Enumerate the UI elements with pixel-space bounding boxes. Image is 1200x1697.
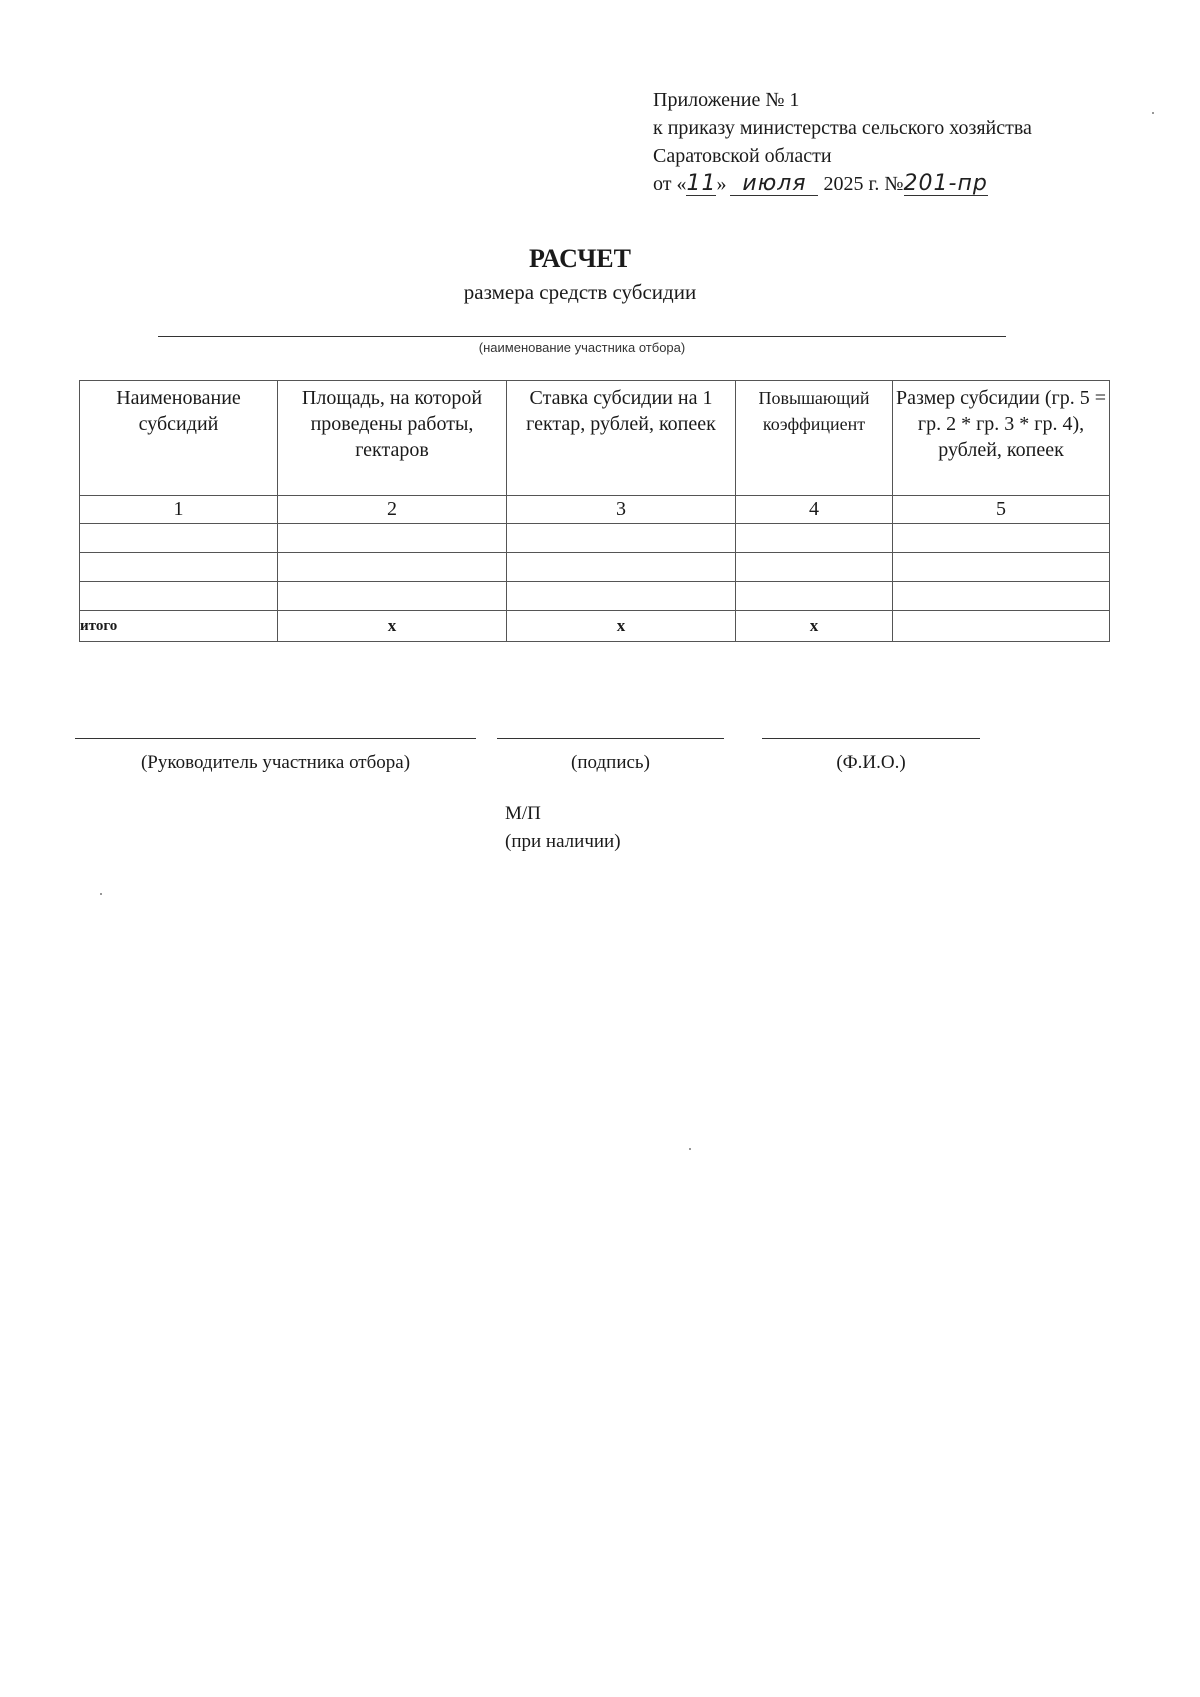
full-name-line	[762, 738, 980, 739]
appendix-date-line	[653, 170, 1032, 198]
appendix-header	[653, 86, 1032, 198]
table-cell	[278, 582, 507, 611]
appendix-number: Приложение № 1	[653, 89, 800, 111]
scan-speck	[1152, 112, 1154, 114]
table-cell	[507, 582, 736, 611]
column-number: 4	[736, 496, 893, 524]
document-title: РАСЧЕТ	[529, 244, 631, 273]
total-label: итого	[80, 611, 278, 642]
table-row-empty	[80, 553, 1110, 582]
scan-speck	[689, 1148, 691, 1150]
table-cell	[893, 553, 1110, 582]
table-header-row	[80, 381, 1110, 496]
column-number: 5	[893, 496, 1110, 524]
total-cell: x	[507, 611, 736, 642]
handwritten-order-number: 201-пр	[903, 171, 988, 196]
date-year: 2025 г. №	[823, 173, 904, 195]
header-rate: Ставка субсидии на 1 гектар, рублей, копеек	[507, 381, 736, 496]
stamp-label: М/П	[505, 803, 541, 824]
head-signature-line	[75, 738, 476, 739]
header-coefficient: Повышающий коэффициент	[736, 381, 893, 496]
appendix-region: Саратовской области	[653, 145, 832, 167]
table-cell	[893, 582, 1110, 611]
table-cell	[278, 553, 507, 582]
document-subtitle: размера средств субсидии	[463, 280, 697, 304]
table-cell	[893, 524, 1110, 553]
subsidy-calculation-table	[79, 380, 1110, 642]
signature-line	[497, 738, 724, 739]
table-cell	[736, 582, 893, 611]
participant-name-line	[158, 336, 1006, 337]
full-name-caption: (Ф.И.О.)	[836, 752, 906, 773]
table-cell	[80, 553, 278, 582]
total-row	[80, 611, 1110, 642]
column-number: 1	[80, 496, 278, 524]
scan-speck	[100, 893, 102, 895]
header-subsidy-name: Наименование субсидий	[80, 381, 278, 496]
table-cell	[80, 524, 278, 553]
participant-name-caption: (наименование участника отбора)	[478, 340, 686, 355]
table-row-empty	[80, 582, 1110, 611]
date-quote-close: »	[716, 173, 727, 195]
date-prefix: от «	[653, 173, 687, 195]
stamp-placeholder	[505, 800, 621, 856]
table-row-empty	[80, 524, 1110, 553]
table-cell	[80, 582, 278, 611]
table-cell	[507, 524, 736, 553]
column-number: 3	[507, 496, 736, 524]
stamp-note: (при наличии)	[505, 831, 621, 852]
header-area: Площадь, на которой проведены работы, гектаров	[278, 381, 507, 496]
total-cell: x	[278, 611, 507, 642]
table-cell	[736, 524, 893, 553]
header-subsidy-amount: Размер субсидии (гр. 5 = гр. 2 * гр. 3 * гр. 4), рублей, копеек	[893, 381, 1110, 496]
column-number-row	[80, 496, 1110, 524]
handwritten-month: июля	[730, 173, 818, 196]
signature-caption: (подпись)	[571, 752, 650, 773]
table-cell	[736, 553, 893, 582]
appendix-order-ref: к приказу министерства сельского хозяйства	[653, 117, 1032, 139]
handwritten-day: 11	[686, 171, 717, 196]
head-caption: (Руководитель участника отбора)	[140, 752, 411, 773]
column-number: 2	[278, 496, 507, 524]
total-cell: x	[736, 611, 893, 642]
table-cell	[278, 524, 507, 553]
total-cell	[893, 611, 1110, 642]
table-cell	[507, 553, 736, 582]
